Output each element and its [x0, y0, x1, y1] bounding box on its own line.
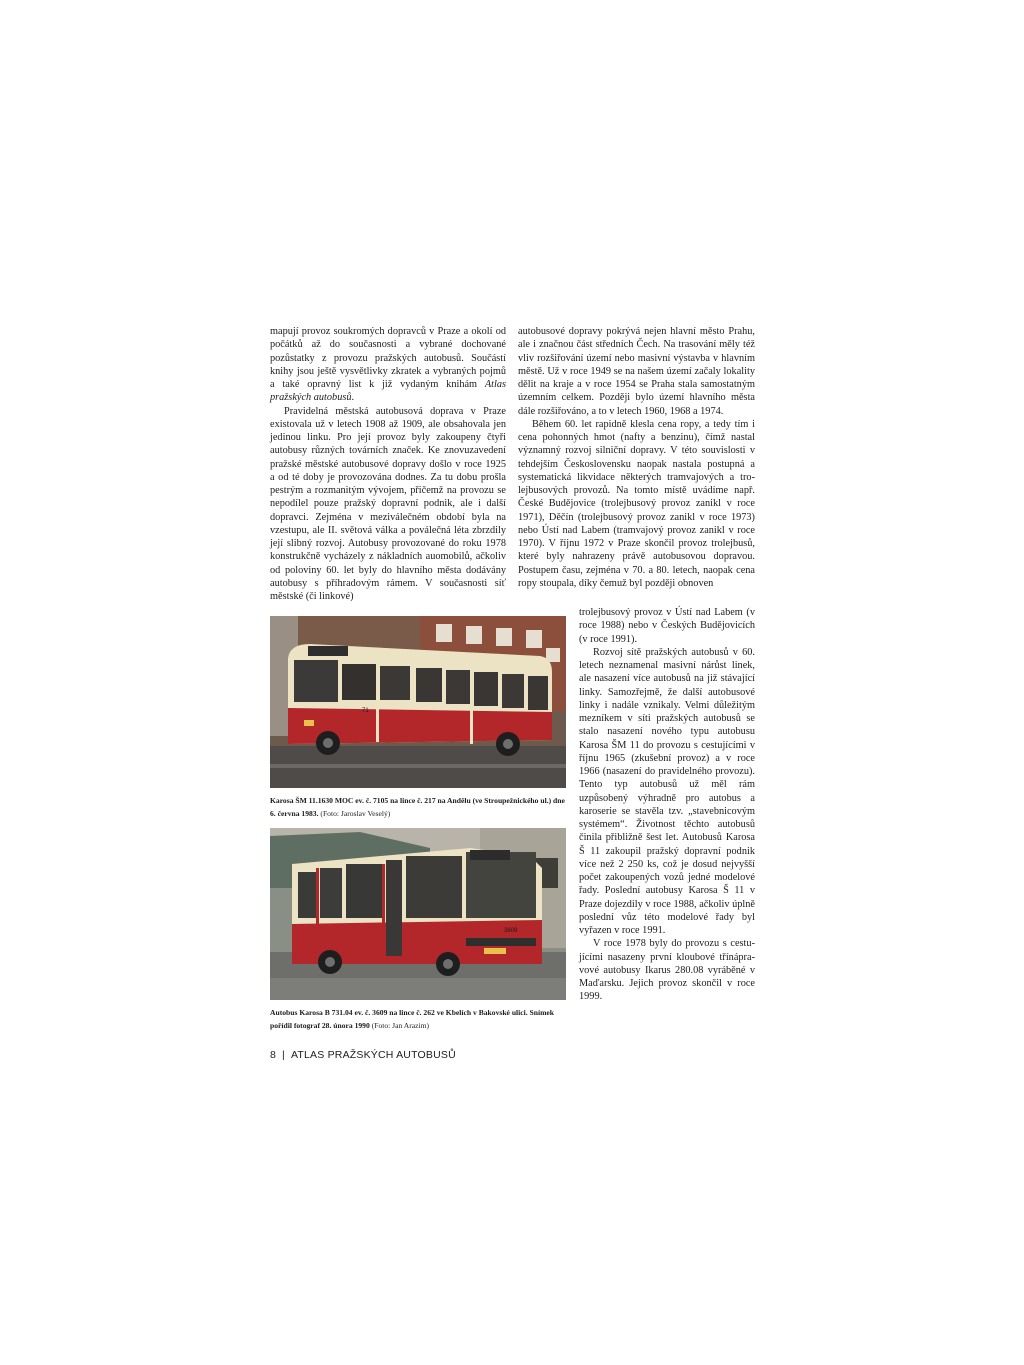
paragraph: Rozvoj sítě pražských autobusů v 60. letech neznamenal masivní nárůst linek, ale nasazení více autobusů na již stávající linky. Samozřejmě, že další autobusové linky i nadále vznikaly. Velmi důležitým mezníkem v síti pražských autobusů se stalo nasazení nového typu autobusu Karosa ŠM 11 do provozu s cestujícími v říjnu 1965 (zkušební provoz) a v roce 1966 (nasazení do pravidelného provozu). Tento typ autobusů už měl rám uzpůsobený výhradně pro autobus a karoserie se stavěla tzv. „stavebnicovým systémem“. Životnost těchto autobusů činila přibližně šest let. Autobusů Karosa Š 11 zakoupil pražský dopravní podnik více než 2 250 ks, což je dosud nejvyšší počet zakoupených vozů jedné modelové řady. Poslední autobusy Karosa Š 11 v Praze dojezdily v roce 1988, ačkoliv úplně poslední vůz této modelové řady byl vyřazen v roce 1991. — [579, 646, 755, 936]
photo-credit: (Foto: Jan Arazim) — [371, 1021, 430, 1030]
paragraph: mapují provoz soukromých dopravců v Praze a okolí od počátků až do současnosti a vybrané dochované pozůstatky z provozu pražských autobusů. Součástí knihy jsou ještě vysvětlivky zkratek a vybraných pojmů a také opravný list k již vydaným knihám Atlas pražských autobusů. — [270, 326, 506, 404]
footer-separator: | — [282, 1049, 285, 1061]
book-title-italic: Atlas pražských autobusů — [270, 379, 506, 404]
caption-bold-text: Karosa ŠM 11.1630 MOC ev. č. 7105 na lince č. 217 na Andělu (ve Stroupežnického ul.) dne 6. června 1983. — [270, 796, 565, 818]
bus-photo-karosa-b731 — [270, 828, 566, 1000]
text-column-left — [270, 325, 506, 603]
paragraph: trolejbusový provoz v Ústí nad Labem (v roce 1988) nebo v Českých Budějovicích (v roce 1991). — [579, 607, 755, 645]
page-number: 8 — [270, 1049, 277, 1061]
bus-photo-illustration — [270, 828, 566, 1000]
photo-caption — [270, 794, 570, 820]
paragraph-text: mapují provoz soukromých dopravců v Praze a okolí od počátků až do současnosti a vybrané dochované pozůstatky z provozu pražských autobusů. Součástí knihy jsou ještě vysvětlivky zkratek a vybraných pojmů a také opravný list k již vydaným knihám — [270, 326, 506, 390]
text-column-right-top — [518, 325, 755, 590]
paragraph: Během 60. let rapidně klesla cena ropy, a tedy tím i cena pohonných hmot (nafty a benzinu), čímž nastal významný rozvoj silniční dopravy. V této souvislosti v tehdejším Československu naopak nastala postupná a systematická likvidace některých tramvajových a trolejbusových provozů. Na tomto místě uvádíme např. České Budějovice (trolejbusový provoz zanikl v roce 1971), Děčín (trolejbusový provoz zanikl v roce 1973) nebo Ústí nad Labem (tramvajový provoz zanikl v roce 1970). V říjnu 1972 v Praze skončil provoz trolejbusů, které byly nahrazeny právě autobusovou dopravou. Postupem času, zejména v 70. a 80. letech, naopak cena ropy stoupala, díky čemuž byl později obnoven — [518, 418, 755, 589]
paragraph: V roce 1978 byly do provozu s cestujícími nasazeny první kloubové třínápravové autobusy Ikarus 280.08 vyráběné v Maďarsku. Jejich provoz skončil v roce 1999. — [579, 938, 755, 1003]
paragraph: Pravidelná městská autobusová doprava v Praze existovala už v letech 1908 až 1909, ale obsahovala jen jedinou linku. Pro její provoz byly zakoupeny čtyři autobusy různých továrních značek. Ke znovuzavedení pražské městské autobusové dopravy došlo v roce 1925 a od té doby je provozována dodnes. Za tu dobu prošla pestrým a rozmanitým vývojem, přičemž na provozu se nepodílel pouze pražský dopravní podnik, ale i další dopravci. Zejména v meziválečném období byla na vzestupu, ale II. světová válka a poválečná léta zbrzdily její slibný rozvoj. Autobusy provozované do roku 1978 konstrukčně vycházely z nákladních auomobilů, ačkoliv od poloviny 60. let byly do hlavního města dodávány autobusy s příhradovým rámem. V současnosti síť městské (či linkové) — [270, 405, 506, 602]
bus-photo-karosa-sm11 — [270, 616, 566, 788]
photo-caption — [270, 1006, 570, 1032]
running-title: ATLAS PRAŽSKÝCH AUTOBUSŮ — [290, 1049, 456, 1061]
bus2-fleet-number: 3609 — [504, 928, 518, 934]
page-footer — [270, 1049, 456, 1061]
caption-bold-text: Autobus Karosa B 731.04 ev. č. 3609 na lince č. 262 ve Kbelích v Bakovské ulici. Snímek pořídil fotograf 28. února 1990 — [270, 1008, 555, 1030]
paragraph: autobusové dopravy pokrývá nejen hlavní město Prahu, ale i značnou část středních Čech. Na trasování měly též vliv rozšiřování území nebo masivní výstavba v hlavním městě. Už v roce 1949 se na našem území začaly lokality dělit na kraje a v roce 1954 se Praha stala samostatným územním celkem. Později bylo území hlavního města dále rozšiřováno, a to v letech 1960, 1968 a 1974. — [518, 326, 755, 417]
text-column-right-bottom — [579, 606, 755, 1004]
photo-credit: (Foto: Jaroslav Veselý) — [320, 809, 391, 818]
bus1-fleet-number: 71 — [362, 708, 369, 714]
bus-photo-illustration — [270, 616, 566, 788]
